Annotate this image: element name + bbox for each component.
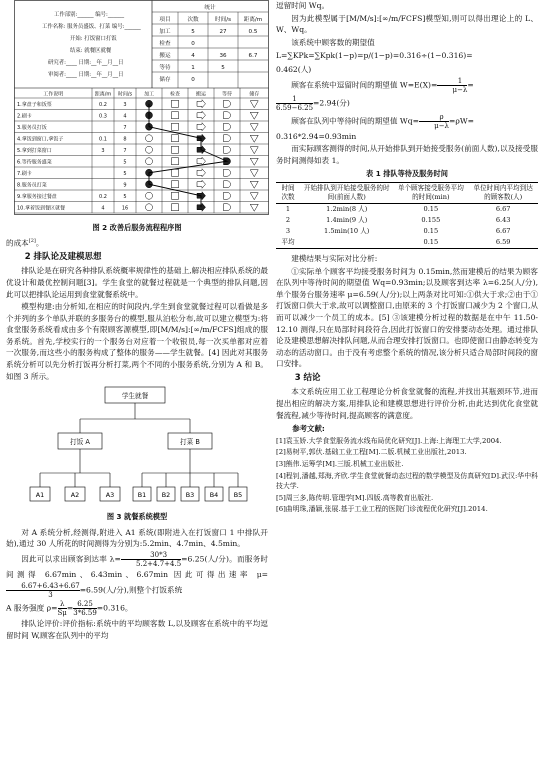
process-symbol [224,112,231,119]
para-actual-measure: 而实际顾客测得的时间,从开始排队到开始接受服务(前面人数),以及接受服务时间测得如表 1。 [276,144,538,165]
table-cell [300,237,393,249]
process-time: 5 [123,159,127,166]
dining-system-model [20,383,255,533]
table-cell: 6.67 [495,226,511,235]
table-row [276,203,538,215]
stats-cell: 27 [219,29,227,35]
stats-cell: 搬运 [159,53,171,59]
para-evaluation: 排队论评价:评价指标:系统中的平均顾客数 L,以及顾客在系统中的平均逗留时间 W,顾客在队列中的平均 [6,619,268,640]
node-student-dining: 学生就餐 [121,392,149,401]
process-symbol [197,169,206,177]
process-header: 加工 [143,91,155,98]
process-symbol [250,112,258,119]
process-symbol [172,112,179,119]
references-list [276,436,538,515]
equation-l: L=∑KPk=∑Kpk(1−p)=p/(1−p)=0.316÷(1−0.316)= [276,51,473,61]
reference-item: [3]熊伟.运筹学[M].三版.机械工业出版社. [276,460,404,469]
table-cell: 0.15 [423,237,439,246]
section-3-heading: 3 结论 [294,372,321,383]
para-wq: 逗留时间 Wq。 [276,1,330,10]
process-symbol [197,111,206,119]
process-symbol [224,192,231,199]
process-time: 7 [123,125,127,131]
equation-wq-result: 0.316*2.94=0.93min [276,131,357,141]
process-header: 工作说明 [43,91,64,98]
figure-3-caption: 图 3 就餐系统模型 [106,512,168,522]
process-symbol [250,193,258,200]
figure-2 [6,0,268,228]
process-header: 等待 [221,91,233,98]
reference-item: [6]曲明珠,潘颖,张展.基于工业工程的医院门诊流程优化研究[J].2014. [276,505,488,514]
process-symbol [250,158,258,165]
table-cell: 1.2min(8 人) [326,204,368,213]
para-service-intensity: A 服务强度 ρ= $\frac{\lambda}{S\mu}$ = $\frac{6.25}{3*6.59}$ =0.316。 [6,600,133,618]
table-cell: 1.5min(10 人) [324,226,370,235]
process-symbol [250,101,258,108]
stats-header: 距离/m [243,17,263,23]
para-comparison: ①实际单个顾客平均接受服务时间为 0.15min,然而建模后的结果为顾客在队列中等待时间的期望值 Wq=0.93min;以及顾客到达率 λ=6.25(人/分),单个服务台服务速率 μ=6.59(人/分);以上两条对比可知:①供大于求;②由于①打饭窗口供大于求,故可以调整窗口,由原来的 3 个打饭窗口减少为 2 个窗口,从而可以减少一个员工的成本。[5] ③该建模分析过程的数据是在中午 11.50-12.10 测得,只在局部时间段符合,因此打饭窗口的安排要动态处理。通过排队论及建模思想解决排队问题,从而合理安排打饭窗口。也即使窗口由静态转变为动态的活动窗口。由于没有考虑整个系统的情况,该分析只适合局部时间段的窗口安排。 [276,266,538,369]
process-symbol [250,147,258,154]
figure-2-caption: 图 2 改善后服务流程程序图 [92,223,182,232]
process-symbol [224,169,231,176]
process-header: 时间/s [117,91,133,98]
process-symbol [224,146,231,153]
equation-w: 顾客在系统中逗留时间的期望值 W=E(X)= $\frac{1}{\mu-\lambda}$ = [291,76,474,94]
process-step: 9.拿服务接过餐盘 [17,194,57,200]
process-step: 4.拿饭到窗口,拿饭子 [17,136,64,143]
stats-cell: 5 [221,65,225,71]
process-time: 9 [123,182,127,189]
process-symbol [250,135,258,142]
process-symbol [197,157,206,165]
process-symbol [250,181,258,188]
process-symbol [250,124,258,131]
process-header: 储存 [249,91,260,98]
process-step: 3.服务员打饭 [17,125,47,131]
node-b-child: B5 [233,491,243,500]
stats-cell: 等待 [159,65,171,71]
process-step: 1.拿盘子和饭票 [17,102,52,108]
para-model-construction: 模型构建:由分析知,在相应的时间段内,学生到食堂就餐过程可以看做是多个并列的多个单队并联的多服务台的模型,服从泊松分布,故可以建立模型为:将食堂服务系统看成由多个有限顾客源模型,即[M/M/s]:[∞/m/FCFS]组成的服务系统。首先,学校实行的一个服务台对应着一个收银员,每一次买单都对应着一次服务,而这些小的服务构成了整体的服务——学生就餐。[4] 因此对其服务系统分析可以先分析打饭再分析打菜,两个不同的小服务系统,分别为 A 和 B。如图 3 所示。 [6,302,268,381]
table-header: 单个顾客接受服务平均的时间(min) [393,182,468,203]
figure-3 [6,383,268,533]
node-b-child: B2 [161,491,171,500]
stats-cell: 5 [191,29,195,35]
form-line-2: 工作名称: 服务员盛饭、打菜 编号:______ [42,24,141,30]
stats-cell: 6.7 [248,53,258,59]
references-heading: 参考文献: [292,424,325,434]
process-symbol [172,181,179,188]
reference-item: [5]周三多,陈传明.管理学[M].四版.高等教育出版社. [276,493,434,502]
process-symbol [224,123,231,130]
node-serve-rice-a: 打饭 A [70,438,90,447]
process-symbol [146,204,153,211]
process-symbol [172,146,179,153]
stats-cell: 储存 [159,77,171,83]
table-cell: 6.59 [495,237,511,246]
process-symbol [146,158,153,165]
node-a-child: A3 [105,491,115,500]
table-cell: 1 [285,204,291,213]
reference-item: [2]易树平,郭伏.基础工业工程[M].二版.机械工业出版社,2013. [276,448,467,457]
stats-header: 时间/s [215,17,231,23]
process-symbol [146,135,153,142]
form-line-4: 结束: 就餐区就餐 [70,48,112,54]
stats-table [152,3,268,88]
process-time: 16 [121,205,129,212]
process-symbol [224,181,231,188]
process-symbol [250,170,258,177]
process-symbol [146,192,153,199]
stats-cell: 0.5 [248,29,258,35]
flow-process-chart [14,0,269,215]
process-symbol [224,100,231,107]
reference-item: [4]程钊,潘越,郑海,齐欣.学生食堂就餐动态过程的数学模型及仿真研究[D].武汉:华中科技大学. [276,471,538,491]
table-row [276,215,538,226]
form-line-5: 研究者:____ 日期:__年__月__日 [48,60,124,66]
queue-wait-service-table [276,182,538,249]
stats-cell: 检查 [159,41,171,47]
process-symbol [172,192,179,199]
para-arrival-rate: 因此可以求出顾客到达率 λ= $\frac{30*3}{5.2+4.7+4.5}$ =6.25(人/分)。而服务时间测得 6.67min、6.43min、6.67min 因此可得出速率 μ= $\frac{6.67+6.43+6.67}{3}$ =6.59(人/分),则整个打饭系统 [6,551,268,600]
process-time: 5 [123,194,127,200]
process-symbol [172,169,179,176]
process-symbol [197,100,206,108]
equation-wq: 顾客在队列中等待时间的期望值 Wq= $\frac{\rho}{\mu-\lambda}$ =ρW= [291,112,474,130]
stats-cell: 4 [191,53,195,59]
form-line-3: 开始: 打饭窗口打饭 [70,36,117,42]
para-comparison-intro: 建模结果与实际对比分析: [291,253,378,263]
process-step: 7.刷卡 [17,171,32,177]
stats-cell: 加工 [159,29,171,35]
process-header: 搬运 [195,91,207,98]
process-time: 5 [123,171,127,177]
section-2-heading: 2 排队论及建模思想 [24,251,102,262]
form-line-6: 审阅者:____ 日期:__年__月__日 [48,72,124,78]
table-1-caption: 表 1 排队等待及服务时间 [366,169,448,179]
table-cell: 6.67 [495,204,511,213]
para-queue-theory: 排队论是在研究各种排队系统概率规律性的基础上,解决相应排队系统的最优设计和最优控制问题[3]。学生食堂的就餐过程就是一个典型的排队问题,因此可以把排队论运用到食堂就餐系统中。 [6,266,268,299]
reference-item: [1]袁玉娇.大学食堂服务流水线布局优化研究[J].上海:上海理工大学,2004. [276,436,502,445]
table-row [276,237,538,249]
para-conclusion: 本文系统应用工业工程理论分析食堂就餐的流程,并找出其瓶颈环节,进而提出相应的解决方案,用排队论和建模思想进行评价分析,由此达到优化食堂就餐流程,减少等待时间,提高顾客的满意度。 [276,387,538,420]
process-symbol [224,135,231,142]
process-distance: 0.3 [99,113,107,120]
process-distance: 3 [101,148,105,154]
table-cell: 1.4min(9 人) [326,215,368,224]
process-step: 2.刷卡 [17,113,32,120]
process-symbol [172,204,179,211]
process-time: 3 [123,102,127,108]
node-b-child: B1 [137,491,147,500]
node-serve-dish-b: 打菜 B [180,438,200,447]
equation-w-result: $\frac{1}{6.59-6.25}$ =2.94(分) [276,94,350,112]
table-cell: 平均 [281,237,295,246]
table-cell: 0.15 [423,204,439,213]
process-distance: 4 [101,205,105,212]
process-symbol [197,180,206,188]
process-symbol [172,135,179,142]
process-symbol [250,204,258,211]
node-b-child: B4 [209,491,219,500]
process-step: 6.等待服务盛菜 [17,159,52,166]
process-step: 10.拿着饭到餐区就餐 [17,205,65,212]
stats-cell: 0 [191,41,195,47]
stats-header: 项目 [159,17,171,23]
process-symbol [172,158,179,165]
form-line-1: 工作部别:______ 编号:______ [54,12,125,18]
table-cell: 0.155 [421,215,441,224]
process-distance: 0.1 [99,136,107,143]
node-a-child: A1 [35,491,45,500]
para-cost-end: 的成本[2]。 [6,237,44,248]
para-model-type: 因为此模型属于[M/M/s]:[∞/m/FCFS]模型知,则可以得出理论上的 L、W、Wq。 [276,13,538,35]
node-b-child: B3 [185,491,195,500]
table-row [276,226,538,237]
process-header: 距离/m [94,91,112,98]
process-symbol [146,146,153,153]
process-header: 检查 [169,91,181,98]
process-time: 7 [123,148,127,154]
right-column [276,0,538,516]
process-symbol [197,123,206,131]
table-header: 时间 次数 [276,182,300,203]
process-symbol [172,100,179,107]
process-time: 4 [123,113,127,120]
table-cell: 3 [285,226,291,235]
process-symbol [172,123,179,130]
process-step: 5.拿到打菜窗口 [17,148,52,154]
process-symbol [224,204,231,211]
equation-l-result: 0.462(人) [276,64,312,74]
process-step: 8.服务员打菜 [17,182,47,189]
process-table [15,88,269,213]
stats-cell: 0 [191,77,195,83]
stats-cell: 36 [219,53,227,59]
left-column [6,0,268,642]
table-cell: 2 [285,215,291,224]
stats-title: 统计 [204,5,216,11]
table-cell: 0.15 [423,226,439,235]
table-cell: 6.43 [495,215,511,224]
process-time: 8 [123,136,127,143]
table-header: 开始排队到开始接受服务的时间(前面人数) [300,182,393,203]
para-a-system-analysis: 对 A 系统分析,经测得,附进入 A1 系统(即附进入在打饭窗口 1 中排队开始),通过 30 人所花的时间测得为分别为:5.2min、4.7min、4.5min。 [6,527,268,549]
process-distance: 0.2 [99,102,107,108]
para-expected-count: 该系统中顾客数的期望值 [291,37,375,47]
stats-header: 次数 [187,17,199,23]
table-header: 单位时间内平均到达的顾客数(人) [468,182,538,203]
stats-cell: 1 [191,65,195,71]
node-a-child: A2 [70,491,80,500]
process-distance: 0.2 [99,194,107,200]
